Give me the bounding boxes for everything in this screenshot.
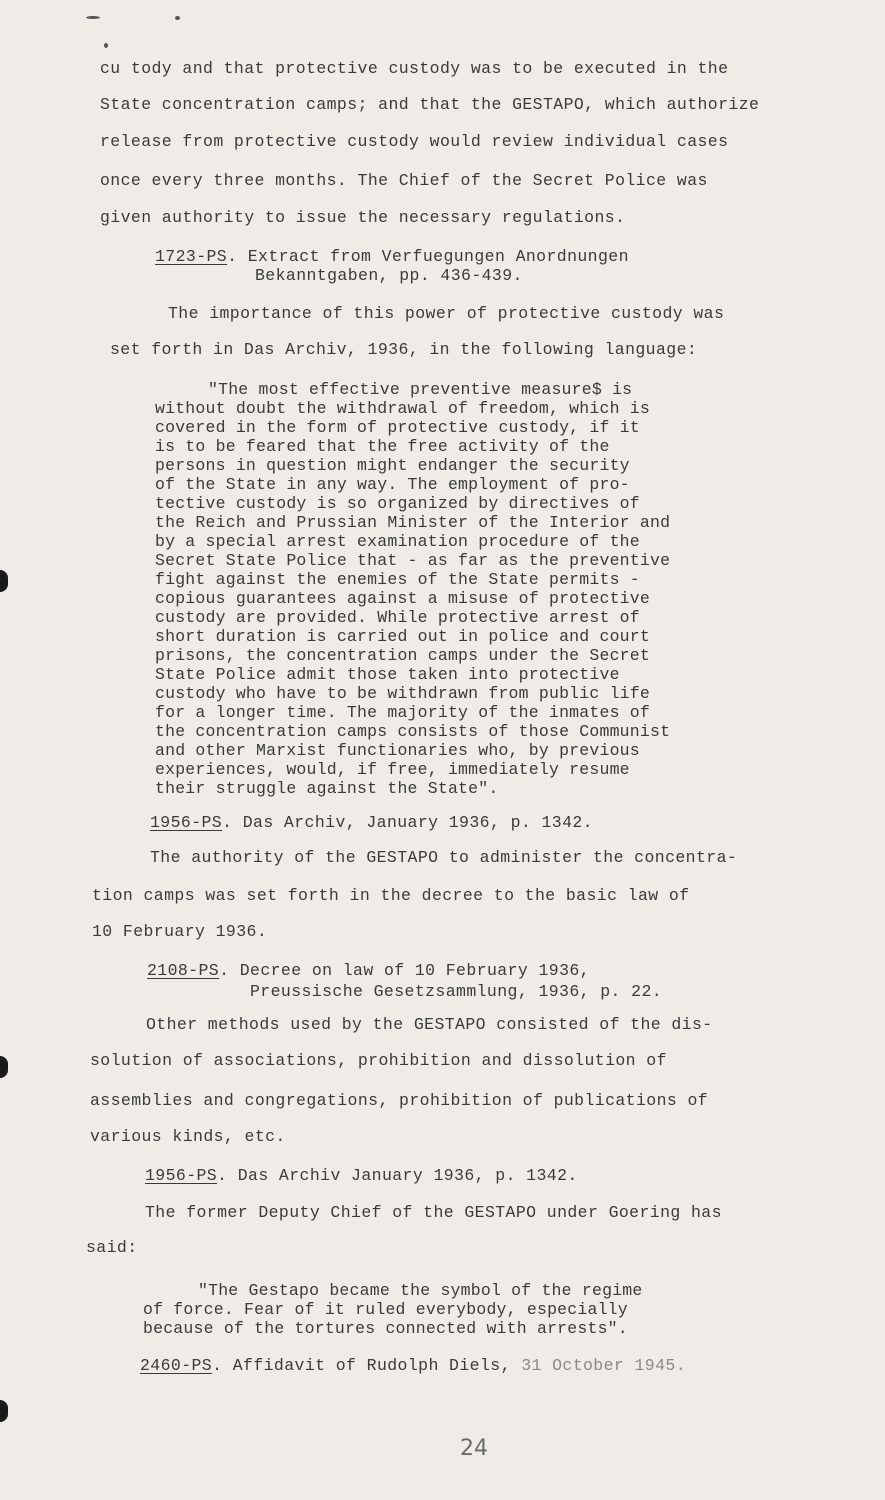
quote-line: their struggle against the State".	[155, 779, 499, 798]
body-text-line: given authority to issue the necessary regulations.	[100, 208, 626, 227]
quote-line: State Police admit those taken into protective	[155, 665, 620, 684]
body-text-line: The former Deputy Chief of the GESTAPO under Goering has	[145, 1203, 722, 1222]
body-text-line: cu tody and that protective custody was to be executed in the	[100, 59, 729, 78]
quote-line: Secret State Police that - as far as the preventive	[155, 551, 671, 570]
citation-date: 31 October 1945.	[521, 1356, 687, 1375]
document-code: 1956-PS	[145, 1166, 218, 1185]
quote-line: because of the tortures connected with arrests".	[143, 1319, 628, 1338]
document-code: 1723-PS	[155, 247, 228, 266]
document-code: 2108-PS	[147, 961, 220, 980]
body-text-line: set forth in Das Archiv, 1936, in the following language:	[110, 340, 698, 359]
citation	[140, 1356, 686, 1375]
ink-speck	[175, 16, 180, 20]
body-text-line: various kinds, etc.	[90, 1127, 286, 1146]
body-text-line: release from protective custody would review individual cases	[100, 132, 729, 151]
quote-line: for a longer time. The majority of the inmates of	[155, 703, 650, 722]
quote-line: short duration is carried out in police and court	[155, 627, 650, 646]
quote-line: is to be feared that the free activity of the	[155, 437, 610, 456]
quote-line: custody who have to be withdrawn from public life	[155, 684, 650, 703]
body-text-line: Other methods used by the GESTAPO consisted of the dis-	[146, 1015, 713, 1034]
citation-text: Bekanntgaben, pp. 436-439.	[255, 266, 523, 285]
citation-text: Preussische Gesetzsammlung, 1936, p. 22.	[250, 982, 663, 1001]
quote-line: custody are provided. While protective arrest of	[155, 608, 640, 627]
quote-line: of force. Fear of it ruled everybody, especially	[143, 1300, 628, 1319]
quote-line: "The Gestapo became the symbol of the regime	[198, 1281, 643, 1300]
quote-line: and other Marxist functionaries who, by previous	[155, 741, 640, 760]
quote-line: "The most effective preventive measure$ is	[208, 380, 633, 399]
margin-hole-mark	[0, 1400, 8, 1422]
citation	[150, 813, 593, 832]
quote-line: tective custody is so organized by directives of	[155, 494, 640, 513]
citation-text: . Das Archiv, January 1936, p. 1342.	[222, 813, 593, 832]
citation-text: . Affidavit of Rudolph Diels,	[212, 1356, 511, 1375]
ink-speck	[104, 43, 108, 48]
citation	[145, 1166, 578, 1185]
body-text-line: The importance of this power of protective custody was	[168, 304, 725, 323]
body-text-line: 10 February 1936.	[92, 922, 268, 941]
body-text-line: assemblies and congregations, prohibition of publications of	[90, 1091, 709, 1110]
margin-hole-mark	[0, 1056, 8, 1078]
quote-line: of the State in any way. The employment of pro-	[155, 475, 630, 494]
quote-line: prisons, the concentration camps under the Secret	[155, 646, 650, 665]
citation-text: . Decree on law of 10 February 1936,	[219, 961, 590, 980]
citation	[155, 247, 629, 266]
quote-line: the Reich and Prussian Minister of the Interior and	[155, 513, 671, 532]
quote-line: copious guarantees against a misuse of protective	[155, 589, 650, 608]
citation	[147, 961, 590, 980]
quote-line: fight against the enemies of the State permits -	[155, 570, 640, 589]
citation-text: . Das Archiv January 1936, p. 1342.	[217, 1166, 578, 1185]
citation-text: . Extract from Verfuegungen Anordnungen	[227, 247, 629, 266]
page-number: 24	[460, 1436, 488, 1461]
quote-line: by a special arrest examination procedure of the	[155, 532, 640, 551]
quote-line: without doubt the withdrawal of freedom, which is	[155, 399, 650, 418]
quote-line: persons in question might endanger the security	[155, 456, 630, 475]
body-text-line: State concentration camps; and that the GESTAPO, which authorize	[100, 95, 760, 114]
ink-speck	[86, 16, 100, 19]
margin-hole-mark	[0, 570, 8, 592]
document-code: 1956-PS	[150, 813, 223, 832]
quote-line: experiences, would, if free, immediately resume	[155, 760, 630, 779]
body-text-line: tion camps was set forth in the decree to the basic law of	[92, 886, 690, 905]
body-text-line: The authority of the GESTAPO to administer the concentra-	[150, 848, 738, 867]
body-text-line: solution of associations, prohibition and dissolution of	[90, 1051, 667, 1070]
quote-line: the concentration camps consists of those Communist	[155, 722, 671, 741]
body-text-line: once every three months. The Chief of the Secret Police was	[100, 171, 708, 190]
document-code: 2460-PS	[140, 1356, 213, 1375]
quote-line: covered in the form of protective custody, if it	[155, 418, 640, 437]
body-text-line: said:	[86, 1238, 138, 1257]
